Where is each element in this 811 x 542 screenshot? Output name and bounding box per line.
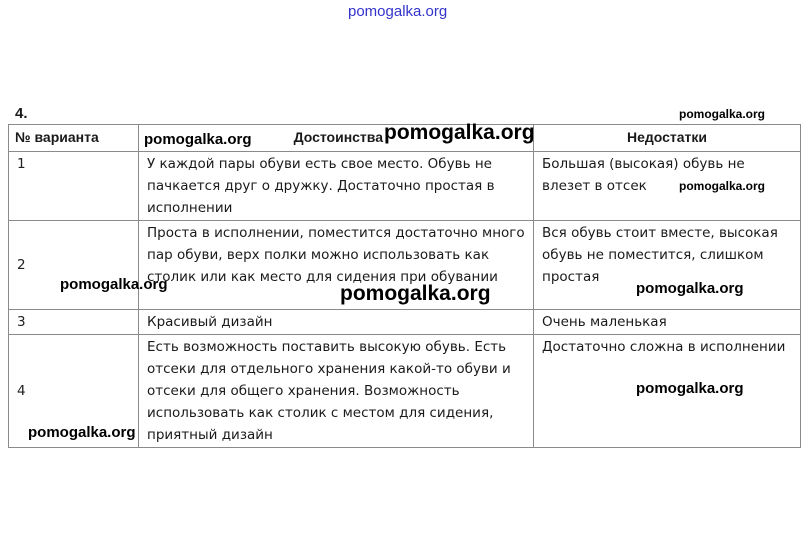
advantages-cell: Красивый дизайн <box>139 310 534 335</box>
header-variant-number: № варианта <box>9 125 139 152</box>
task-number: 4. <box>15 105 28 122</box>
watermark: pomogalka.org <box>340 282 491 305</box>
watermark: pomogalka.org <box>679 179 766 193</box>
watermark: pomogalka.org <box>679 107 766 121</box>
watermark: pomogalka.org <box>636 380 744 397</box>
site-watermark-top: pomogalka.org <box>348 3 448 20</box>
disadvantages-cell: Большая (высокая) обувь не влезет в отсек <box>534 152 801 221</box>
disadvantages-cell: Достаточно сложна в исполнении <box>534 335 801 448</box>
advantages-cell: У каждой пары обуви есть свое место. Обувь не пачкается друг о дружку. Достаточно простая в исполнении <box>139 152 534 221</box>
advantages-cell: Проста в исполнении, поместится достаточно много пар обуви, верх полки можно использовать как столик или как место для сидения при обувании <box>139 221 534 310</box>
advantages-cell: Есть возможность поставить высокую обувь. Есть отсеки для отдельного хранения какой-то обуви и отсеки для общего хранения. Возможность использовать как столик с местом для сидения, приятный дизайн <box>139 335 534 448</box>
table-row <box>9 310 801 335</box>
header-advantages: Достоинства <box>139 125 534 152</box>
watermark: pomogalka.org <box>28 424 136 441</box>
variant-number-cell: 3 <box>9 310 139 335</box>
watermark: pomogalka.org <box>636 280 744 297</box>
header-disadvantages: Недостатки <box>534 125 801 152</box>
watermark: pomogalka.org <box>60 276 168 293</box>
variant-number-cell: 2 <box>9 221 139 310</box>
variant-number-cell: 4 <box>9 335 139 448</box>
variant-number-cell: 1 <box>9 152 139 221</box>
watermark: pomogalka.org <box>144 131 252 148</box>
disadvantages-cell: Очень маленькая <box>534 310 801 335</box>
watermark: pomogalka.org <box>384 121 535 144</box>
disadvantages-cell: Вся обувь стоит вместе, высокая обувь не поместится, слишком простая <box>534 221 801 310</box>
